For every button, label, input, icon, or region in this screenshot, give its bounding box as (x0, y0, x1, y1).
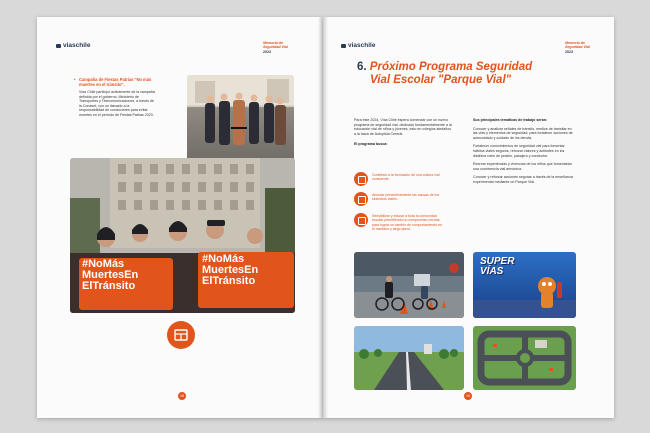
aim-item: Abordar preventivamente las causas de los siniestros viales. (354, 192, 444, 206)
prevention-icon (354, 192, 368, 206)
memoria-header-right: Memoria de Seguridad Vial 2023 (565, 41, 590, 54)
viaschile-logo: viaschile (56, 42, 90, 49)
campaign-body: Vías Chile participó activamente de la campaña definida por el gobierno, Ministerio de Transportes y Telecomunicaciones, a través de la Conaset, con un llamado a la responsabilidad de conductores para evitar muertes en el período de Fiestas Patrias 2023. (79, 90, 155, 117)
page-number-right: 19 (464, 392, 472, 400)
right-page (323, 17, 614, 418)
theme-item: Recrear experiencias y vivencias de los niños que fomentarán una convivencia vial armónica. (473, 162, 572, 171)
kids-bikes-photo (354, 252, 464, 318)
aims-heading: El programa busca: (354, 142, 388, 147)
culture-icon (354, 172, 368, 186)
kids-bikes-art (354, 252, 464, 318)
logo-mark-icon (56, 44, 61, 48)
theme-item: Conocer y analizar señales de tránsito, medios de transitar en las vías y elementos de seguridad, para fortalecer acciones de autocuidado y cuidado de los demás. (473, 126, 573, 140)
book-gutter (318, 17, 328, 418)
sign-left: #NoMás MuertesEn ElTránsito (82, 258, 139, 292)
officials-photo (187, 75, 294, 165)
aim-item: Contribuir a la formación de una cultura vial consciente. (354, 172, 444, 186)
memoria-header: Memoria de Seguridad Vial 2023 (263, 41, 288, 54)
intro-column (354, 118, 452, 151)
officials-photo-art (187, 75, 294, 165)
supervias-title: SUPER VÍAS (480, 256, 515, 277)
aim-item: Sensibilizar y educar a toda la comunidad escolar permitiendo un compromiso circular, para lograr un cambio de comportamiento en el mediano y largo plazo. (354, 213, 444, 232)
theme-item: Fortalecer conocimientos de seguridad vial para fomentar hábitos viales seguros, reforzar valores y actitudes en los distintos roles de peatón, pasajero y conductor. (473, 144, 565, 158)
campaign-badge-icon (167, 321, 195, 349)
left-page (37, 17, 323, 418)
road-render-image (354, 326, 464, 390)
park-map-render-image (473, 326, 576, 390)
sign-right: #NoMás MuertesEn ElTránsito (202, 253, 259, 287)
protest-photo (70, 158, 295, 313)
intro-text: Para este 2024, Vías Chile espera comenzar con un nuevo programa de seguridad vial, dedicado fundamentalmente a la educación vial de niños y jóvenes, esto en colegios aledaños a la traza de Autopista Central. (354, 118, 452, 136)
road-render-art (354, 326, 464, 390)
section-title: 6. Próximo Programa Seguridad Vial Escolar "Parque Vial" (357, 61, 533, 86)
park-map-art (473, 326, 576, 390)
viaschile-logo-right: viaschile (341, 42, 375, 49)
campaign-title: • Campaña de Fiestas Patrias "No más muertes en el tránsito". (79, 77, 155, 87)
themes-column (473, 118, 577, 189)
education-icon (354, 213, 368, 227)
theme-item: Conocer y reforzar acciones seguras a través de la enseñanza experimental mediante un Parque Vial. (473, 175, 573, 184)
supervias-game-image (473, 252, 576, 318)
themes-heading: Sus principales temáticas de trabajo serán: (473, 118, 548, 122)
page-number-left: 18 (178, 392, 186, 400)
campaign-block (79, 77, 155, 118)
logo-mark-icon (341, 44, 346, 48)
